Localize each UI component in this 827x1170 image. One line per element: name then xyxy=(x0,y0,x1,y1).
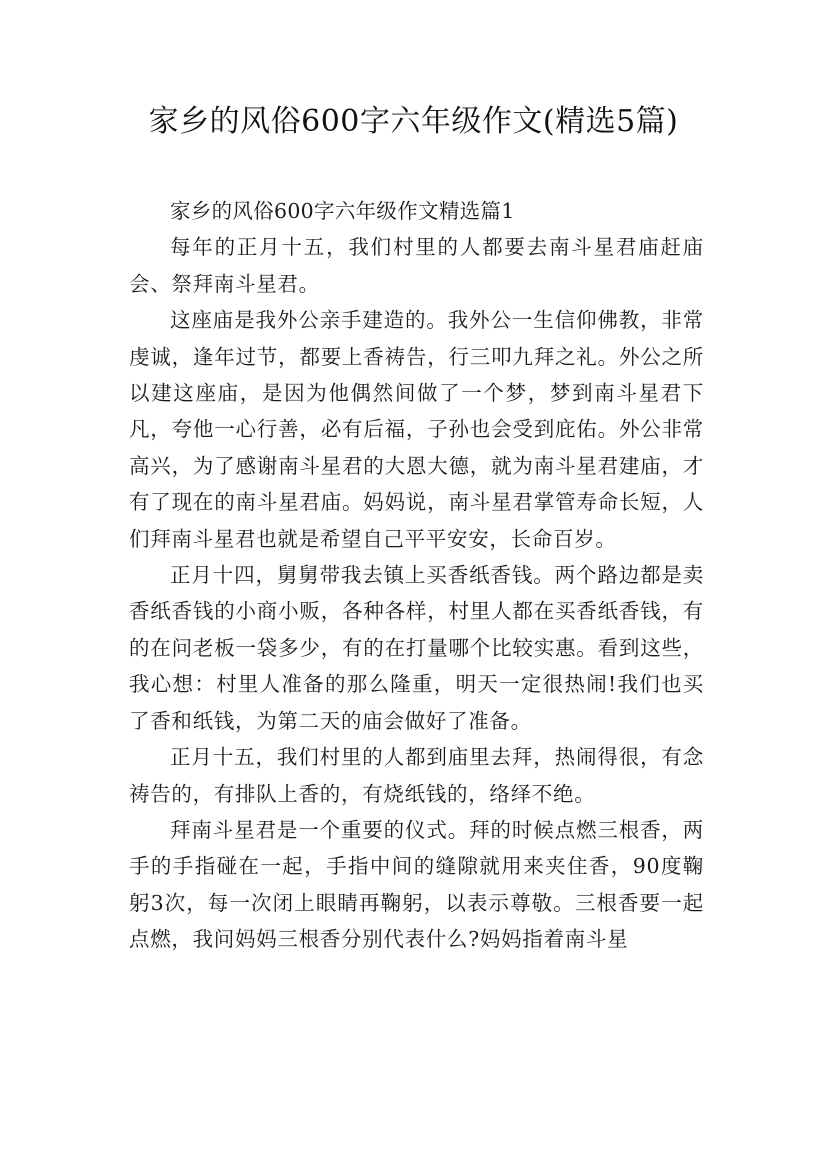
document-body xyxy=(129,193,704,958)
paragraph: 每年的正月十五，我们村里的人都要去南斗星君庙赶庙会、祭拜南斗星君。 xyxy=(129,235,704,296)
paragraph: 这座庙是我外公亲手建造的。我外公一生信仰佛教，非常虔诚，逢年过节，都要上香祷告，行三叩九拜之礼。外公之所以建这座庙，是因为他偶然间做了一个梦，梦到南斗星君下凡，夸他一心行善，必有后福，子孙也会受到庇佑。外公非常高兴，为了感谢南斗星君的大恩大德，就为南斗星君建庙，才有了现在的南斗星君庙。妈妈说，南斗星君掌管寿命长短，人们拜南斗星君也就是希望自己平平安安，长命百岁。 xyxy=(129,308,704,551)
paragraph: 正月十五，我们村里的人都到庙里去拜，热闹得很，有念祷告的，有排队上香的，有烧纸钱的，络绎不绝。 xyxy=(129,745,704,806)
paragraph: 正月十四，舅舅带我去镇上买香纸香钱。两个路边都是卖香纸香钱的小商小贩，各种各样，村里人都在买香纸香钱，有的在问老板一袋多少，有的在打量哪个比较实惠。看到这些，我心想：村里人准备的那么隆重，明天一定很热闹!我们也买了香和纸钱，为第二天的庙会做好了准备。 xyxy=(129,563,704,733)
section-heading: 家乡的风俗600字六年级作文精选篇1 xyxy=(170,199,515,223)
document-title: 家乡的风俗600字六年级作文(精选5篇) xyxy=(148,104,679,139)
paragraph: 拜南斗星君是一个重要的仪式。拜的时候点燃三根香，两手的手指碰在一起，手指中间的缝隙就用来夹住香，90度鞠躬3次，每一次闭上眼睛再鞠躬，以表示尊敬。三根香要一起点燃，我问妈妈三根香分别代表什么?妈妈指着南斗星 xyxy=(129,817,704,952)
